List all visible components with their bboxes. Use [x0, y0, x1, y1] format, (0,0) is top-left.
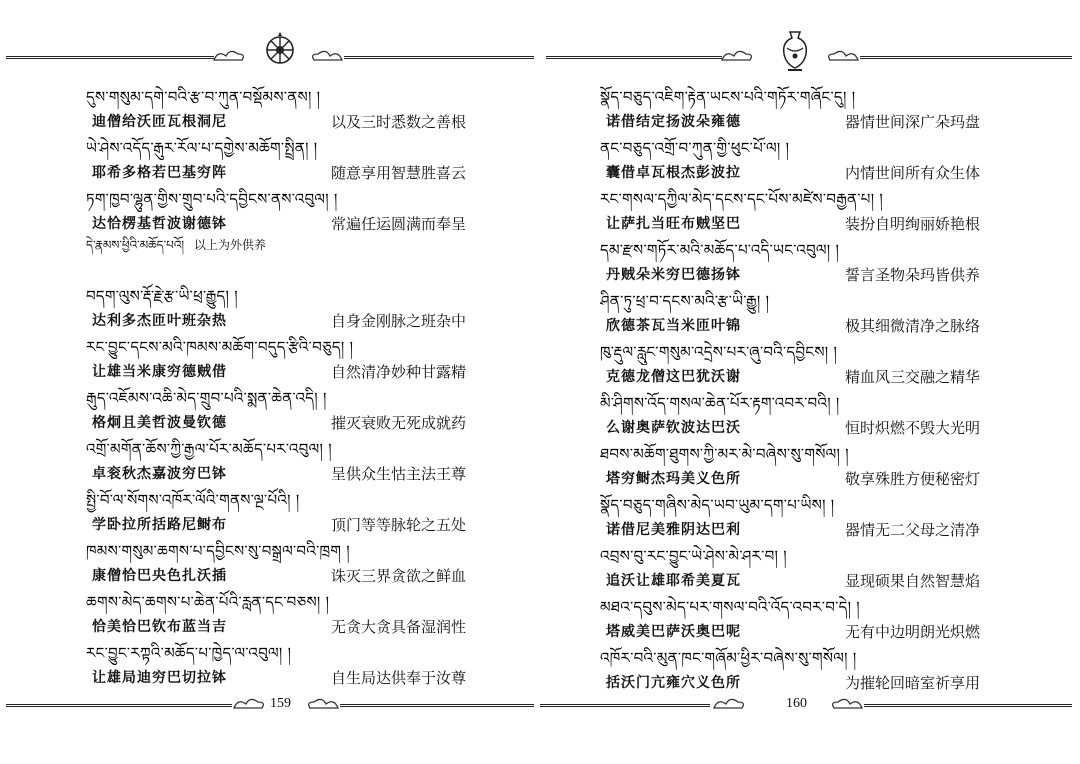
tibetan-verse-line: རང་གསལ་དཀྱིལ་མེད་དངས་དང་པོས་མཛེས་བརྒྱན་པ། །	[600, 190, 884, 208]
verse-translation-row	[600, 416, 980, 441]
tibetan-verse-line: སྤྱི་བོ་ལ་སོགས་འཁོར་ལོའི་གནས་ལྔ་པོའི། །	[86, 491, 300, 509]
phonetic-transliteration: 耶希多格若巴基穷阵	[92, 165, 227, 181]
tibetan-verse-line: ཆགས་མེད་ཆགས་པ་ཆེན་པོའི་རླན་དང་བཅས། །	[86, 593, 330, 611]
phonetic-transliteration: 格炯且美哲波曼钦德	[92, 415, 227, 431]
chinese-translation: 呈供众生怙主法王尊	[330, 465, 466, 483]
chinese-translation: 常遍任运圆满而奉呈	[330, 215, 466, 233]
verse-translation-row	[600, 212, 980, 237]
cloud-ornament-icon	[232, 696, 266, 712]
chinese-translation: 自生局达供奉于汝尊	[330, 669, 466, 687]
phonetic-transliteration: 康僧恰巴央色扎沃插	[92, 568, 227, 584]
header-rule-left-b	[344, 56, 534, 59]
tibetan-verse-line: འཁོར་བའི་མུན་ཁང་གཞོམ་ཕྱིར་བཞེས་སུ་གསོལ། །	[600, 649, 857, 667]
verse-translation-row	[600, 314, 980, 339]
tibetan-verse-line: མཐའ་དབུས་མེད་པར་གསལ་བའི་འོད་འབར་བ་དེ། །	[600, 598, 860, 616]
tibetan-verse-line: ཡེ་ཤེས་འདོད་རྒུར་རོལ་པ་དགྱེས་མཆོག་སྤྲིན། །	[86, 139, 318, 157]
phonetic-transliteration: 塔穷鲥杰玛美义色所	[606, 471, 741, 487]
chinese-translation: 无贪大贪具备湿润性	[330, 618, 466, 636]
chinese-translation: 器情世间深广朵玛盘	[844, 113, 980, 131]
tibetan-verse-line: དམ་རྫས་གཏོར་མའི་མཆོད་པ་འདི་ཡང་འབུལ། །	[600, 241, 840, 259]
verse-translation-row	[600, 263, 980, 288]
chinese-translation: 无有中边明朗光炽燃	[844, 623, 980, 641]
chinese-translation: 以及三时悉数之善根	[330, 113, 466, 131]
phonetic-transliteration: 达恰楞基哲波谢德钵	[92, 216, 227, 232]
phonetic-transliteration: 括沃门亢雍穴义色所	[606, 675, 741, 691]
verse-translation-row	[86, 666, 466, 691]
chinese-translation: 自身金刚脉之班杂中	[330, 312, 466, 330]
phonetic-transliteration: 么谢奥萨钦波达巴沃	[606, 420, 741, 436]
chinese-translation: 恒时炽燃不毁大光明	[844, 419, 980, 437]
chinese-translation: 为摧轮回暗室祈享用	[844, 674, 980, 692]
chinese-translation: 内情世间所有众生体	[844, 164, 980, 182]
right-text-column	[600, 84, 980, 696]
page-number: 159	[270, 696, 291, 711]
chinese-translation: 极其细微清净之脉络	[844, 317, 980, 335]
header-rule-right-a	[546, 56, 722, 59]
phonetic-transliteration: 追沃让雄耶希美夏瓦	[606, 573, 741, 589]
chinese-translation: 敬享殊胜方便秘密灯	[844, 470, 980, 488]
chinese-translation: 誓言圣物朵玛皆供养	[844, 266, 980, 284]
verse-translation-row	[86, 309, 466, 334]
phonetic-transliteration: 达利多杰匝叶班杂热	[92, 313, 227, 329]
chinese-translation: 装扮自明绚丽娇艳根	[844, 215, 980, 233]
tibetan-verse-line: བདག་ལུས་རྡོ་རྗེ་རྩ་ཡི་ཕྲ་རྒྱུད། །	[86, 287, 238, 305]
tibetan-verse-line: མི་ཤིགས་འོད་གསལ་ཆེན་པོར་རྟག་འབར་བའི། །	[600, 394, 840, 412]
cloud-ornament-icon	[826, 48, 860, 64]
phonetic-transliteration: 让雄局迪穷巴切拉钵	[92, 670, 227, 686]
verse-translation-row	[86, 462, 466, 487]
verse-translation-row	[86, 564, 466, 589]
verse-translation-row	[600, 467, 980, 492]
note-tibetan: དེ་རྣམས་ཕྱིའི་མཆོད་པའོ།	[86, 238, 185, 252]
tibetan-verse-line: རང་བྱུང་རཀྟའི་མཆོད་པ་ཁྱེད་ལ་འབུལ། །	[86, 644, 292, 662]
verse-translation-row	[600, 365, 980, 390]
phonetic-transliteration: 卓衮秋杰嘉波穷巴钵	[92, 466, 227, 482]
cloud-ornament-icon	[720, 48, 754, 64]
verse-translation-row	[86, 615, 466, 640]
phonetic-transliteration: 丹贼朵米穷巴德扬钵	[606, 267, 741, 283]
phonetic-transliteration: 诺借结定扬波朵雍德	[606, 114, 741, 130]
header-rule-right-b	[860, 56, 1072, 59]
phonetic-transliteration: 囊借卓瓦根杰彭波拉	[606, 165, 741, 181]
chinese-translation: 顶门等等脉轮之五处	[330, 516, 466, 534]
verse-translation-row	[600, 518, 980, 543]
verse-translation-row	[86, 360, 466, 385]
verse-translation-row	[86, 513, 466, 538]
chinese-translation: 摧灭衰败无死成就药	[330, 414, 466, 432]
cloud-ornament-icon	[212, 48, 246, 64]
header-rule-left-a	[6, 56, 214, 59]
right-page	[540, 0, 1080, 764]
tibetan-verse-line: སྣོད་བཅུད་འཇིག་རྟེན་ཡངས་པའི་གཏོར་གཞོང་དུ། །	[600, 88, 856, 106]
phonetic-transliteration: 克德龙僧这巴犹沃谢	[606, 369, 741, 385]
phonetic-transliteration: 学卧拉所括路尼鲥布	[92, 517, 227, 533]
page-number: 160	[786, 696, 807, 711]
verse-translation-row	[600, 569, 980, 594]
chinese-translation: 诛灭三界贪欲之鲜血	[330, 567, 466, 585]
chinese-translation: 器情无二父母之清净	[844, 521, 980, 539]
chinese-translation: 精血风三交融之精华	[844, 368, 980, 386]
phonetic-transliteration: 塔威美巴萨沃奥巴呢	[606, 624, 741, 640]
phonetic-transliteration: 欣德茶瓦当米匝叶锦	[606, 318, 741, 334]
stanza-gap	[86, 255, 466, 283]
note-chinese: 以上为外供养	[194, 238, 267, 252]
cloud-ornament-icon	[712, 696, 746, 712]
tibetan-verse-line: ཁམས་གསུམ་ཆགས་པ་དབྱིངས་སུ་བསྒྲལ་བའི་ཁྲག །	[86, 542, 350, 560]
tibetan-verse-line: རྒུད་འཇོམས་འཆི་མེད་གྲུབ་པའི་སྨན་ཆེན་འདི། །	[86, 389, 327, 407]
cloud-ornament-icon	[830, 696, 864, 712]
chinese-translation: 自然清净妙种甘露精	[330, 363, 466, 381]
tibetan-verse-line: སྣོད་བཅུད་གཞིས་མེད་ཡབ་ཡུམ་དག་པ་ཡིས། །	[600, 496, 835, 514]
phonetic-transliteration: 让萨扎当旺布贼坚巴	[606, 216, 741, 232]
left-text-column	[86, 84, 466, 691]
verse-translation-row	[600, 110, 980, 135]
right-footer	[540, 690, 1080, 718]
tibetan-verse-line: ཐབས་མཆོག་ཐུགས་ཀྱི་མར་མེ་བཞེས་སུ་གསོལ། །	[600, 445, 849, 463]
phonetic-transliteration: 迪僧给沃匝瓦根洞尼	[92, 114, 227, 130]
verse-translation-row	[86, 161, 466, 186]
tibetan-verse-line: ནང་བཅུད་འགྲོ་བ་ཀུན་གྱི་ཕུང་པོ་ལ། །	[600, 139, 790, 157]
verse-translation-row	[600, 161, 980, 186]
phonetic-transliteration: 诺借尼美雅阴达巴利	[606, 522, 741, 538]
verse-translation-row	[86, 110, 466, 135]
tibetan-verse-line: རང་བྱུང་དངས་མའི་ཁམས་མཆོག་བདུད་རྩིའི་བཅུད། །	[86, 338, 354, 356]
left-footer	[0, 690, 540, 718]
tibetan-verse-line: དུས་གསུམ་དགེ་བའི་རྩ་བ་ཀུན་བསྡོམས་ནས། །	[86, 88, 321, 106]
tibetan-verse-line: འབྲས་བུ་རང་བྱུང་ཡེ་ཤེས་མེ་ཤར་བ། །	[600, 547, 787, 565]
tibetan-verse-line: ཁུ་རྡུལ་རླུང་གསུམ་འདྲེས་པར་ཞུ་བའི་དབྱིངས། །	[600, 343, 838, 361]
verse-translation-row	[600, 620, 980, 645]
phonetic-transliteration: 让雄当米康穷德贼借	[92, 364, 227, 380]
chinese-translation: 显现硕果自然智慧焰	[844, 572, 980, 590]
tibetan-verse-line: ཤིན་ཏུ་ཕྲ་བ་དངས་མའི་རྩ་ཡི་རྒྱུ། །	[600, 292, 770, 310]
section-note	[86, 235, 466, 255]
tibetan-verse-line: འགྲོ་མགོན་ཆོས་ཀྱི་རྒྱལ་པོར་མཆོད་པར་འབུལ། །	[86, 440, 332, 458]
phonetic-transliteration: 恰美恰巴钦布蓝当吉	[92, 619, 227, 635]
verse-translation-row	[86, 212, 466, 237]
cloud-ornament-icon	[306, 696, 340, 712]
chinese-translation: 随意享用智慧胜喜云	[330, 164, 466, 182]
tibetan-verse-line: ཏག་ཁྱབ་ལྷུན་གྱིས་གྲུབ་པའི་དབྱིངས་ནས་འབུལ། །	[86, 190, 338, 208]
treasure-vase-icon	[778, 28, 812, 74]
dharma-wheel-icon	[262, 30, 298, 70]
verse-translation-row	[86, 411, 466, 436]
cloud-ornament-icon	[310, 48, 344, 64]
